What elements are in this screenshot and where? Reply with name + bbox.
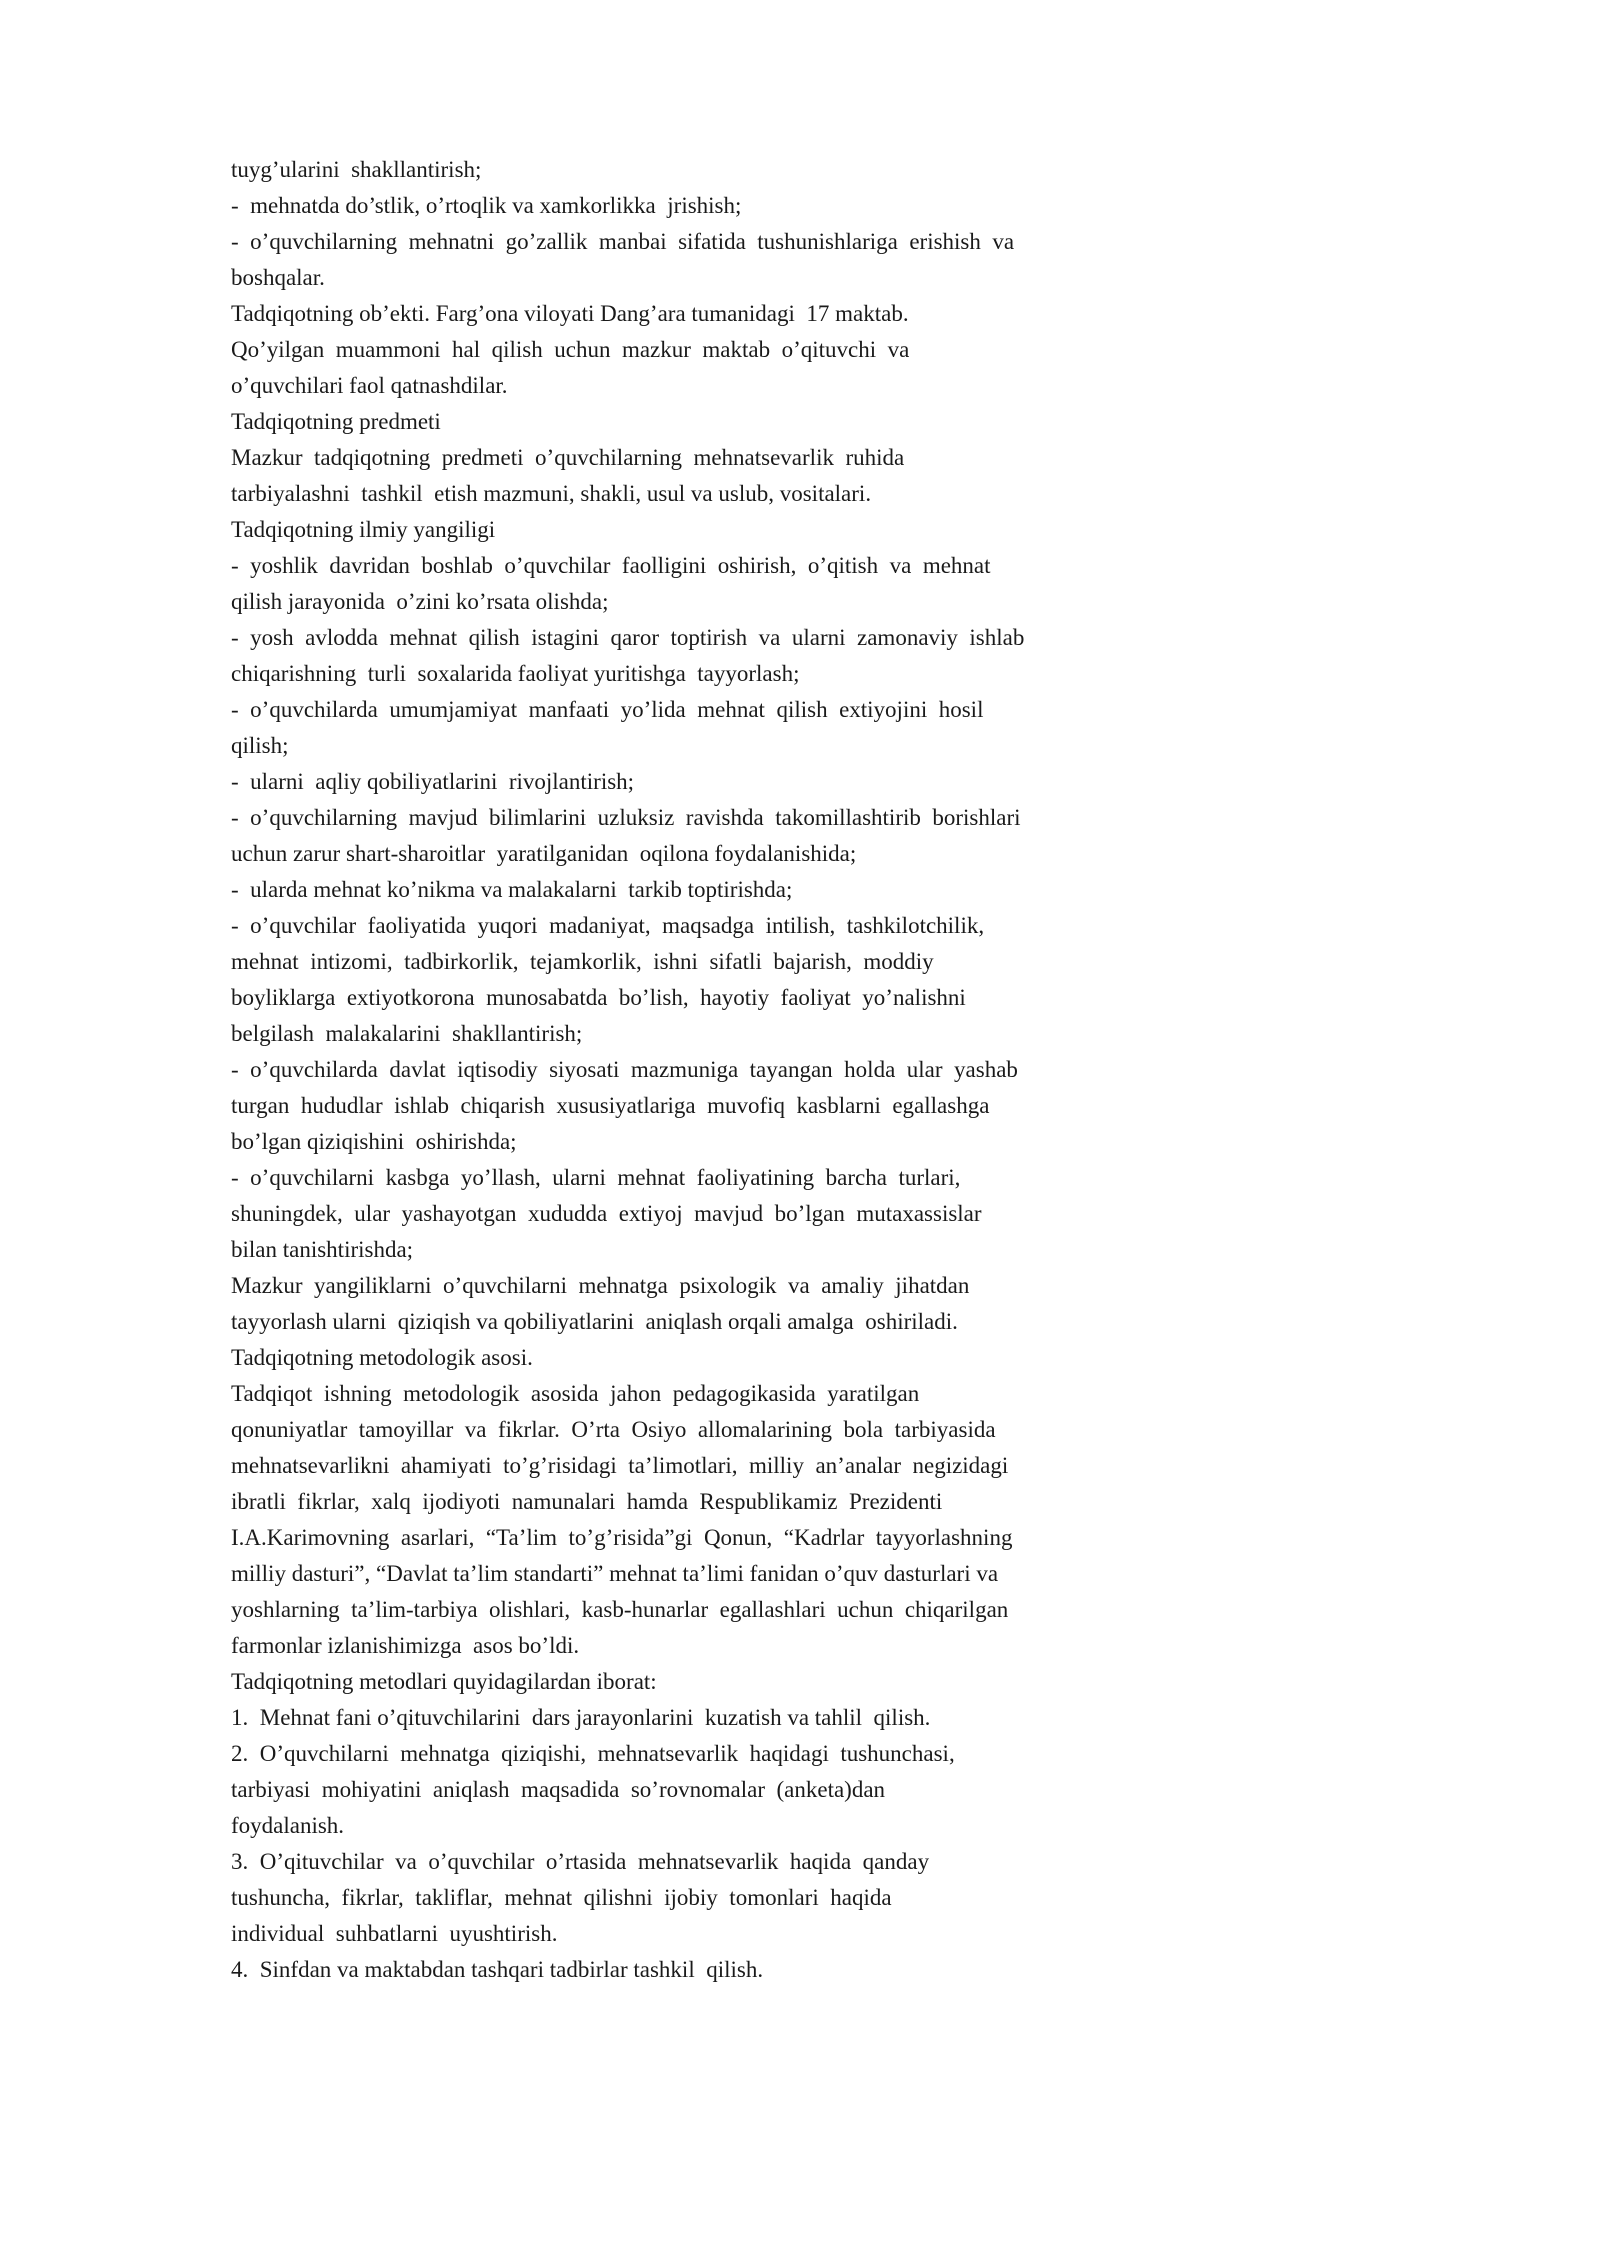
text-line: 2. O’quvchilarni mehnatga qiziqishi, mehnatsevarlik haqidagi tushunchasi,: [231, 1741, 955, 1766]
text-line: tayyorlash ularni qiziqish va qobiliyatlarini aniqlash orqali amalga oshiriladi.: [231, 1309, 958, 1334]
text-line: - ularda mehnat ko’nikma va malakalarni tarkib toptirishda;: [231, 877, 793, 902]
text-line: Tadqiqotning predmeti: [231, 409, 441, 434]
text-line: Tadqiqot ishning metodologik asosida jahon pedagogikasida yaratilgan: [231, 1381, 920, 1406]
text-line: bilan tanishtirishda;: [231, 1237, 414, 1262]
text-line: turgan hududlar ishlab chiqarish xususiyatlariga muvofiq kasblarni egallashga: [231, 1093, 990, 1118]
text-line: milliy dasturi”, “Davlat ta’lim standarti” mehnat ta’limi fanidan o’quv dasturlari va: [231, 1561, 999, 1586]
text-line: Tadqiqotning ilmiy yangiligi: [231, 517, 496, 542]
text-line: belgilash malakalarini shakllantirish;: [231, 1021, 583, 1046]
text-line: 4. Sinfdan va maktabdan tashqari tadbirlar tashkil qilish.: [231, 1957, 764, 1982]
text-line: - mehnatda do’stlik, o’rtoqlik va xamkorlikka jrishish;: [231, 193, 742, 218]
text-line: - yosh avlodda mehnat qilish istagini qaror toptirish va ularni zamonaviy ishlab: [231, 625, 1025, 650]
text-line: - o’quvchilarni kasbga yo’llash, ularni mehnat faoliyatining barcha turlari,: [231, 1165, 961, 1190]
text-line: 1. Mehnat fani o’qituvchilarini dars jarayonlarini kuzatish va tahlil qilish.: [231, 1705, 931, 1730]
text-line: - o’quvchilarning mehnatni go’zallik manbai sifatida tushunishlariga erishish va: [231, 229, 1015, 254]
text-line: individual suhbatlarni uyushtirish.: [231, 1921, 558, 1946]
text-line: tuyg’ularini shakllantirish;: [231, 157, 482, 182]
text-line: uchun zarur shart-sharoitlar yaratilganidan oqilona foydalanishida;: [231, 841, 857, 866]
text-line: Mazkur tadqiqotning predmeti o’quvchilarning mehnatsevarlik ruhida: [231, 445, 905, 470]
document-body: [231, 152, 1231, 1988]
text-line: bo’lgan qiziqishini oshirishda;: [231, 1129, 517, 1154]
text-line: ibratli fikrlar, xalq ijodiyoti namunalari hamda Respublikamiz Prezidenti: [231, 1489, 943, 1514]
text-line: qilish jarayonida o’zini ko’rsata olishda;: [231, 589, 609, 614]
text-line: tarbiyalashni tashkil etish mazmuni, shakli, usul va uslub, vositalari.: [231, 481, 872, 506]
text-line: farmonlar izlanishimizga asos bo’ldi.: [231, 1633, 580, 1658]
text-line: yoshlarning ta’lim-tarbiya olishlari, kasb-hunarlar egallashlari uchun chiqarilgan: [231, 1597, 1009, 1622]
text-line: chiqarishning turli soxalarida faoliyat yuritishga tayyorlash;: [231, 661, 800, 686]
text-line: boshqalar.: [231, 265, 325, 290]
text-line: - o’quvchilarda umumjamiyat manfaati yo’lida mehnat qilish extiyojini hosil: [231, 697, 984, 722]
text-line: - o’quvchilarning mavjud bilimlarini uzluksiz ravishda takomillashtirib borishlari: [231, 805, 1021, 830]
text-line: Mazkur yangiliklarni o’quvchilarni mehnatga psixologik va amaliy jihatdan: [231, 1273, 970, 1298]
text-line: qonuniyatlar tamoyillar va fikrlar. O’rta Osiyo allomalarining bola tarbiyasida: [231, 1417, 996, 1442]
text-line: mehnat intizomi, tadbirkorlik, tejamkorlik, ishni sifatli bajarish, moddiy: [231, 949, 934, 974]
text-line: qilish;: [231, 733, 289, 758]
text-line: Tadqiqotning metodologik asosi.: [231, 1345, 533, 1370]
text-line: foydalanish.: [231, 1813, 345, 1838]
text-line: - ularni aqliy qobiliyatlarini rivojlantirish;: [231, 769, 635, 794]
text-line: Qo’yilgan muammoni hal qilish uchun mazkur maktab o’qituvchi va: [231, 337, 910, 362]
text-line: tushuncha, fikrlar, takliflar, mehnat qilishni ijobiy tomonlari haqida: [231, 1885, 892, 1910]
text-line: - o’quvchilarda davlat iqtisodiy siyosati mazmuniga tayangan holda ular yashab: [231, 1057, 1018, 1082]
text-line: - yoshlik davridan boshlab o’quvchilar faolligini oshirish, o’qitish va mehnat: [231, 553, 991, 578]
text-line: Tadqiqotning ob’ekti. Farg’ona viloyati Dang’ara tumanidagi 17 maktab.: [231, 301, 909, 326]
text-line: o’quvchilari faol qatnashdilar.: [231, 373, 508, 398]
text-line: mehnatsevarlikni ahamiyati to’g’risidagi ta’limotlari, milliy an’analar negizidagi: [231, 1453, 1009, 1478]
text-line: boyliklarga extiyotkorona munosabatda bo’lish, hayotiy faoliyat yo’nalishni: [231, 985, 966, 1010]
text-line: tarbiyasi mohiyatini aniqlash maqsadida so’rovnomalar (anketa)dan: [231, 1777, 886, 1802]
text-line: 3. O’qituvchilar va o’quvchilar o’rtasida mehnatsevarlik haqida qanday: [231, 1849, 930, 1874]
text-line: - o’quvchilar faoliyatida yuqori madaniyat, maqsadga intilish, tashkilotchilik,: [231, 913, 985, 938]
text-line: Tadqiqotning metodlari quyidagilardan iborat:: [231, 1669, 657, 1694]
text-line: shuningdek, ular yashayotgan xududda extiyoj mavjud bo’lgan mutaxassislar: [231, 1201, 982, 1226]
text-line: I.A.Karimovning asarlari, “Ta’lim to’g’risida”gi Qonun, “Kadrlar tayyorlashning: [231, 1525, 1013, 1550]
